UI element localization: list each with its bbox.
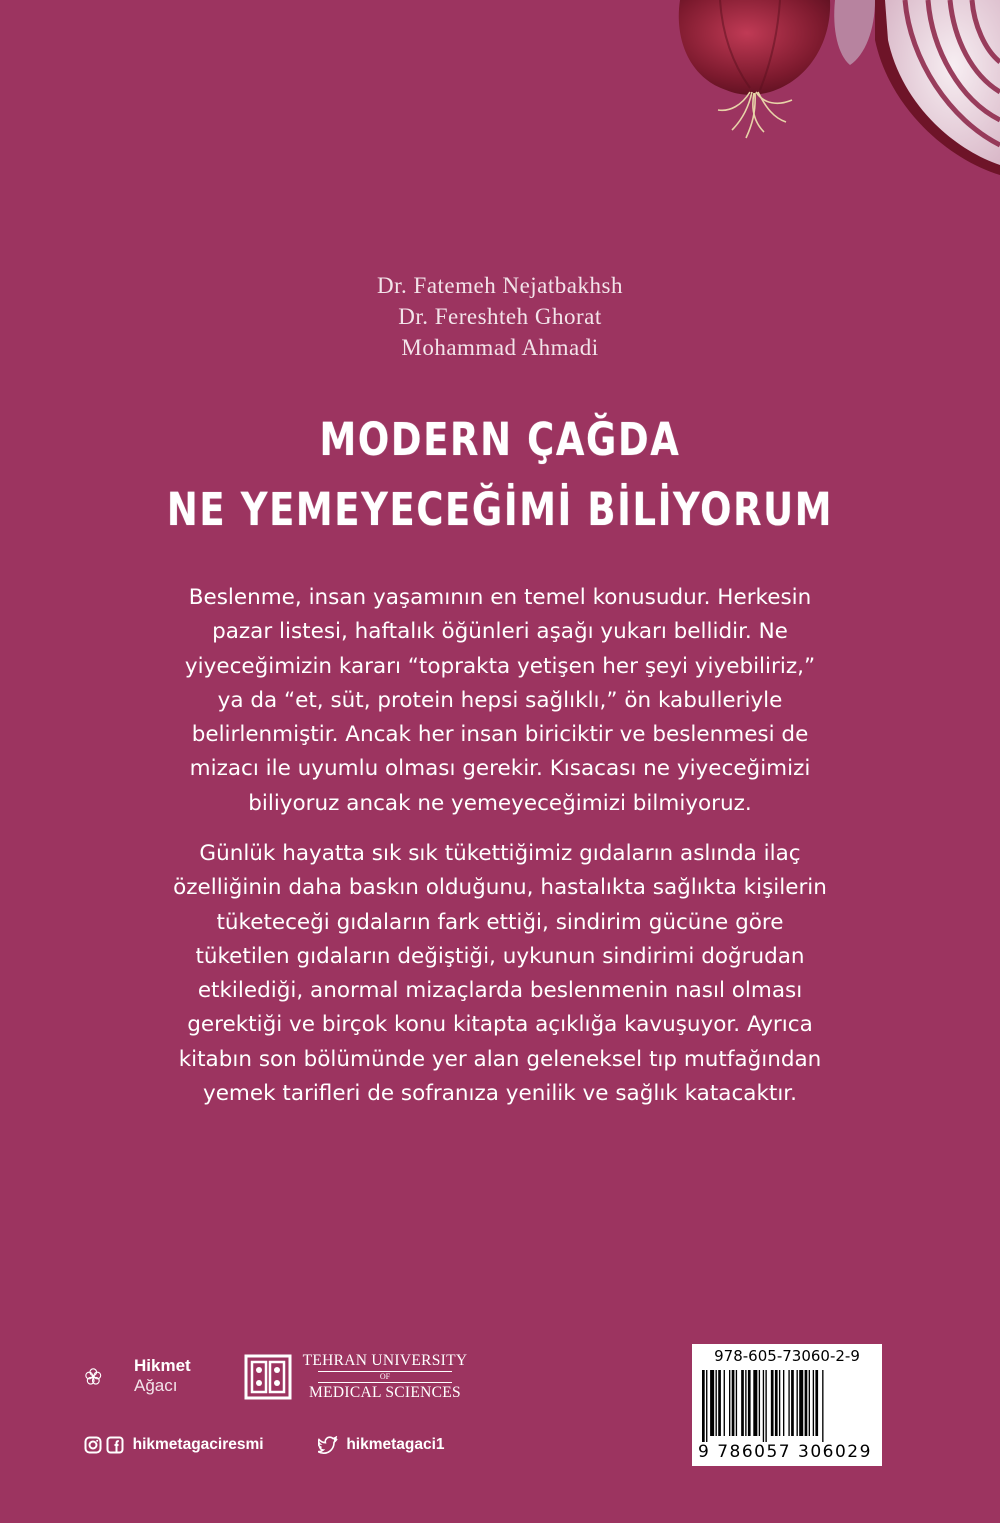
description-paragraph-2: [130, 837, 870, 1111]
paragraph-line: ya da “et, süt, protein hepsi sağlıklı,” ön kabulleriyle: [217, 687, 783, 713]
barcode-bar: [732, 1370, 735, 1436]
paragraph-line: gerektiği ve birçok konu kitapta açıklığa kavuşuyor. Ayrıca: [187, 1012, 813, 1038]
paragraph-line: Günlük hayatta sık sık tükettiğimiz gıdaların aslında ilaç: [199, 841, 801, 866]
title-line-1: MODERN ÇAĞDA: [319, 413, 681, 466]
barcode-bar: [779, 1370, 780, 1436]
paragraph-line: yiyeceğimizin kararı “toprakta yetişen her şeyi yiyebiliriz,”: [184, 653, 816, 679]
barcode-bar: [813, 1370, 814, 1436]
title-line-2: NE YEMEYECEĞİMİ BİLİYORUM: [166, 483, 834, 536]
university-line-2: MEDICAL SCIENCES: [309, 1384, 461, 1401]
paragraph-line: tüketeceği gıdaların fark ettiği, sindirim gücüne göre: [216, 909, 784, 935]
barcode-bar: [799, 1370, 803, 1436]
social-handle-1: hikmetagaciresmi: [132, 1436, 264, 1453]
barcode-bar: [775, 1370, 778, 1436]
barcode-bar: [741, 1370, 744, 1436]
barcode-bar: [724, 1370, 725, 1436]
paragraph-line: mizacı ile uyumlu olması gerekir. Kısacası ne yiyeceğimizi: [189, 756, 811, 782]
barcode-digits: 9 786057 306029: [698, 1442, 872, 1462]
barcode-bar: [716, 1370, 717, 1436]
twitter-icon: [318, 1436, 338, 1454]
paragraph-line: tüketilen gıdaların değiştiği, uykunun sindirimi doğrudan: [195, 943, 805, 969]
barcode-bar: [791, 1370, 794, 1436]
barcode-bar: [771, 1370, 774, 1436]
paragraph-line: belirlenmiştir. Ancak her insan biriciktir ve beslenmesi de: [191, 722, 809, 748]
barcode-bar: [797, 1370, 798, 1436]
isbn-number: 978-605-73060-2-9: [714, 1347, 860, 1365]
book-title: [90, 405, 910, 545]
barcode-bar: [736, 1370, 737, 1436]
barcode-bar: [706, 1370, 707, 1442]
barcode-bar: [815, 1370, 818, 1436]
barcode-bar: [805, 1370, 808, 1436]
social-twitter: [318, 1436, 445, 1454]
university-name: [300, 1352, 470, 1402]
barcode-bars: [700, 1370, 874, 1442]
flower-logo-icon: [84, 1352, 134, 1402]
barcode-bar: [748, 1370, 751, 1436]
paragraph-line: Beslenme, insan yaşamının en temel konusudur. Herkesin: [188, 585, 812, 610]
paragraph-line: özelliğinin daha baskın olduğunu, hastalıkta sağlıkta kişilerin: [173, 875, 827, 901]
social-handle-2: hikmetagaci1: [346, 1436, 445, 1453]
publisher-name-line-2: Ağacı: [134, 1376, 178, 1395]
university-of: OF: [318, 1371, 452, 1383]
authors-block: [0, 270, 1000, 363]
tums-emblem-icon: [244, 1354, 292, 1400]
author-3: Mohammad Ahmadi: [401, 335, 599, 360]
barcode-bar: [745, 1370, 746, 1436]
barcode-bar: [822, 1370, 823, 1442]
barcode-bar: [763, 1370, 764, 1442]
barcode-bar: [765, 1370, 766, 1442]
social-instagram-facebook: [84, 1436, 264, 1454]
barcode-bar: [783, 1370, 784, 1436]
description-paragraph-1: [130, 581, 870, 821]
university-line-1: TEHRAN UNIVERSITY: [302, 1352, 468, 1369]
facebook-icon: [106, 1436, 124, 1454]
paragraph-line: pazar listesi, haftalık öğünleri aşağı yukarı bellidir. Ne: [212, 619, 788, 645]
isbn-barcode: [692, 1344, 882, 1466]
author-2: Dr. Fereshteh Ghorat: [398, 304, 602, 329]
barcode-bar: [729, 1370, 730, 1436]
paragraph-line: etkilediği, anormal mizaçlarda beslenmenin nasıl olması: [197, 978, 803, 1004]
barcode-bar: [809, 1370, 810, 1436]
publisher-name-line-1: Hikmet: [134, 1356, 191, 1375]
barcode-bar: [753, 1370, 757, 1436]
publisher-name: [134, 1356, 191, 1396]
onion-illustration: [660, 0, 1000, 200]
instagram-icon: [84, 1436, 102, 1454]
barcode-bar: [702, 1370, 705, 1442]
barcode-bar: [788, 1370, 789, 1436]
paragraph-line: yemek tarifleri de sofranıza yenilik ve sağlık katacaktır.: [202, 1081, 797, 1107]
paragraph-line: kitabın son bölümünde yer alan geleneksel tıp mutfağından: [178, 1046, 822, 1072]
author-1: Dr. Fatemeh Nejatbakhsh: [377, 273, 623, 298]
barcode-bar: [759, 1370, 760, 1436]
paragraph-line: biliyoruz ancak ne yemeyeceğimizi bilmiyoruz.: [248, 790, 752, 816]
barcode-bar: [718, 1370, 721, 1436]
barcode-bar: [710, 1370, 714, 1436]
